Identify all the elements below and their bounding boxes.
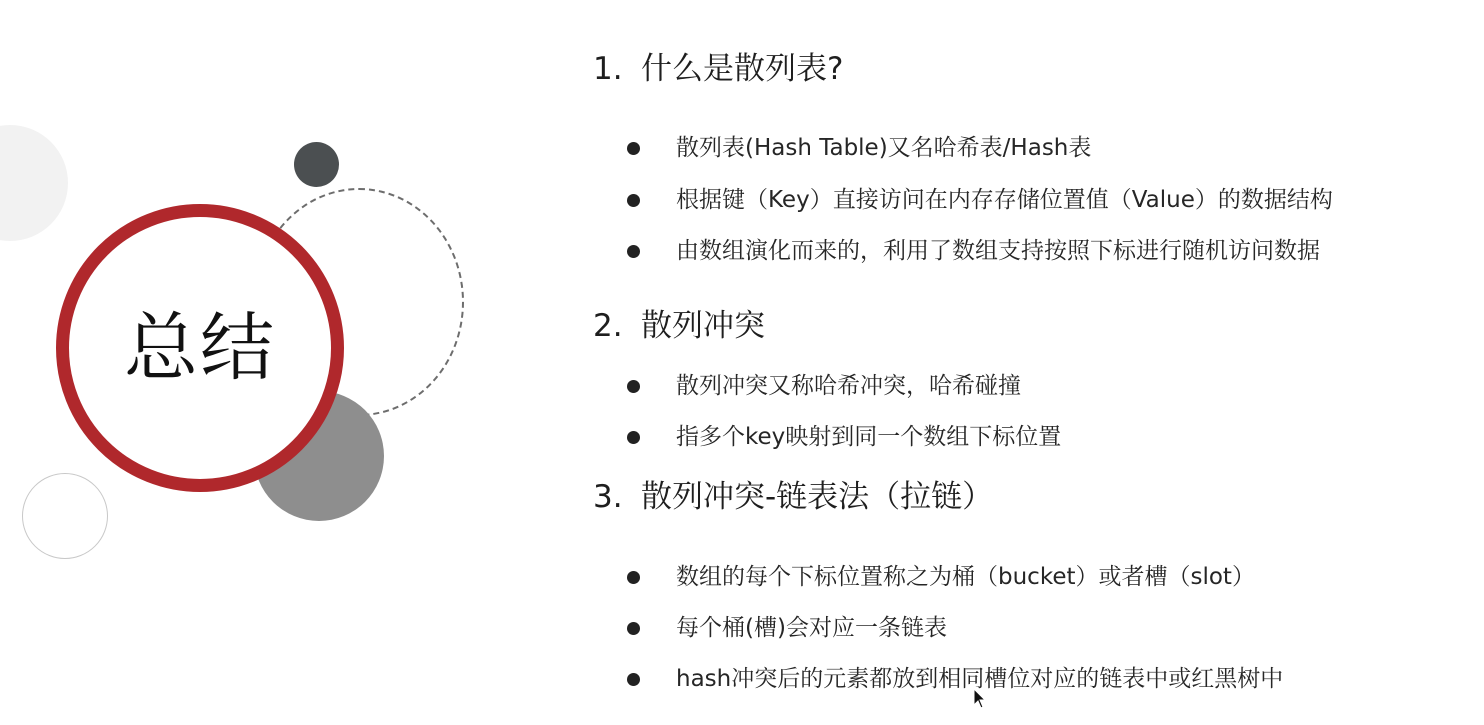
bullet-icon <box>627 380 640 393</box>
section-heading-1 <box>593 51 844 87</box>
section-number: 3. <box>593 479 623 515</box>
list-item: 散列冲突又称哈希冲突，哈希碰撞 <box>627 375 1021 398</box>
section-title: 什么是散列表? <box>641 51 844 87</box>
list-item: 由数组演化而来的，利用了数组支持按照下标进行随机访问数据 <box>627 240 1320 263</box>
bullet-icon <box>627 431 640 444</box>
bullet-icon <box>627 142 640 155</box>
section-heading-2 <box>593 308 765 344</box>
section-number: 2. <box>593 308 623 344</box>
list-item: 散列表(Hash Table)又名哈希表/Hash表 <box>627 137 1091 160</box>
bullet-icon <box>627 673 640 686</box>
bullet-icon <box>627 194 640 207</box>
decorative-outline-circle <box>22 473 108 559</box>
bullet-icon <box>627 245 640 258</box>
bullet-icon <box>627 622 640 635</box>
title-ring <box>56 204 344 492</box>
list-item: 根据键（Key）直接访问在内存存储位置值（Value）的数据结构 <box>627 189 1333 212</box>
bullet-icon <box>627 571 640 584</box>
mouse-pointer-icon <box>973 688 987 710</box>
section-title: 散列冲突 <box>641 308 765 344</box>
list-item: 每个桶(槽)会对应一条链表 <box>627 617 947 640</box>
section-heading-3 <box>593 479 994 515</box>
list-item: 数组的每个下标位置称之为桶（bucket）或者槽（slot） <box>627 566 1255 589</box>
decorative-dark-circle <box>294 142 339 187</box>
list-item: hash冲突后的元素都放到相同槽位对应的链表中或红黑树中 <box>627 668 1283 691</box>
section-number: 1. <box>593 51 623 87</box>
decorative-light-circle <box>0 125 68 241</box>
list-item: 指多个key映射到同一个数组下标位置 <box>627 426 1061 449</box>
section-title: 散列冲突-链表法（拉链） <box>641 479 994 515</box>
slide-title: 总结 <box>124 305 276 391</box>
